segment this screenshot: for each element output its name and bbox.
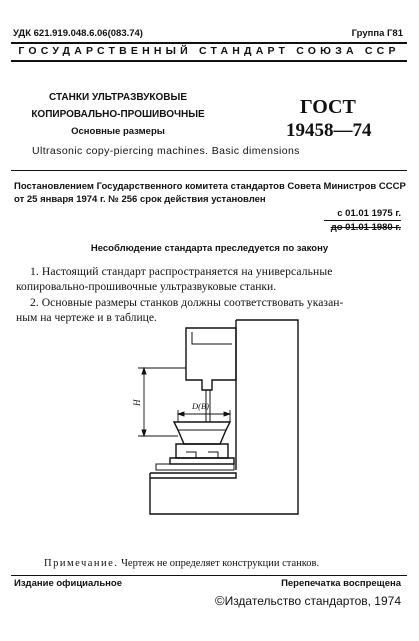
decree-line-2: от 25 января 1974 г. № 256 срок действия установлен xyxy=(14,194,266,205)
title-line-2: КОПИРОВАЛЬНО-ПРОШИВОЧНЫЕ xyxy=(31,109,205,120)
gost-label: ГОСТ xyxy=(300,96,356,118)
group-code: Группа Г81 xyxy=(351,28,403,39)
paragraph-2-line-1: 2. Основные размеры станков должны соответствовать указан- xyxy=(30,296,344,309)
dimension-h-label: H xyxy=(132,399,142,406)
note-text: Чертеж не определяет конструкции станков. xyxy=(121,558,320,569)
standard-banner: ГОСУДАРСТВЕННЫЙ СТАНДАРТ СОЮЗА ССР xyxy=(18,45,400,57)
machine-head xyxy=(186,328,236,390)
dimension-d-label: D(B) xyxy=(192,401,209,411)
legal-notice-text: Несоблюдение стандарта преследуется по закону xyxy=(90,243,329,254)
udk-code: УДК 621.919.048.6.06(083.74) xyxy=(13,28,143,39)
note-label: Примечание. xyxy=(44,558,119,569)
footer-rule xyxy=(11,575,407,576)
paragraph-2-line-2: ным на чертеже и в таблице. xyxy=(16,311,157,324)
title-subtitle: Основные размеры xyxy=(71,126,165,137)
copyright-icon: © xyxy=(214,593,225,608)
title-line-1: СТАНКИ УЛЬТРАЗВУКОВЫЕ xyxy=(48,92,187,103)
header-top-rule xyxy=(11,42,407,44)
title-english: Ultrasonic copy-piercing machines. Basic dimensions xyxy=(32,145,300,157)
gost-number: 19458—74 xyxy=(286,120,372,141)
copyright-line xyxy=(215,593,401,608)
paragraph-1-line-2: копировально-прошивочные ультразвуковые станки. xyxy=(16,280,277,293)
machine-column xyxy=(150,320,298,514)
title-bottom-rule xyxy=(11,170,407,171)
work-table xyxy=(174,422,230,444)
official-edition: Издание официальное xyxy=(14,578,122,589)
validity-underline xyxy=(324,220,401,221)
reprint-prohibited: Перепечатка воспрещена xyxy=(281,578,401,589)
validity-to: до 01.01 1980 г. xyxy=(330,222,401,233)
validity-from: с 01.01 1975 г. xyxy=(337,208,401,219)
decree-line-1: Постановлением Государственного комитета стандартов Совета Министров СССР xyxy=(14,181,406,192)
paragraph-1-line-1: 1. Настоящий стандарт распространяется на универсальные xyxy=(30,265,333,278)
header-bottom-rule xyxy=(11,60,407,62)
machine-drawing xyxy=(130,318,310,528)
copyright-text: Издательство стандартов, 1974 xyxy=(224,594,401,608)
drawing-note xyxy=(44,558,319,569)
machine-base xyxy=(150,473,236,478)
